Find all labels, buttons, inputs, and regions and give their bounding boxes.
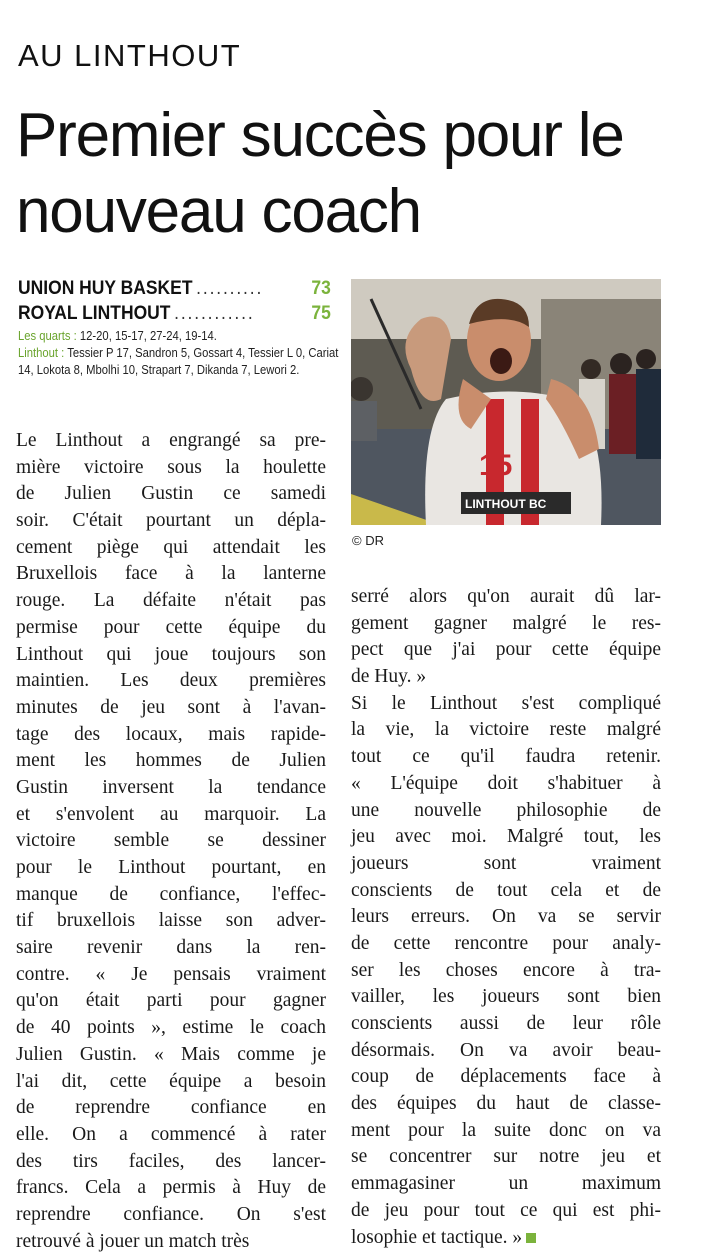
article-line: la vie, la victoire reste malgré xyxy=(351,719,661,741)
article-line: de 40 points », estime le coach xyxy=(16,1017,326,1039)
article-line: de Huy. » xyxy=(351,666,427,688)
article-line: désormais. On va avoir beau- xyxy=(351,1039,661,1061)
article-line: maintien. Les deux premières xyxy=(16,670,326,692)
article-line: des équipes du haut de classe- xyxy=(351,1093,661,1115)
article-line: victoire semble se dessiner xyxy=(16,830,326,852)
away-team: ROYAL LINTHOUT xyxy=(18,303,171,324)
article-line: retrouvé à jouer un match très xyxy=(16,1230,250,1252)
article-line: tif bruxellois laisse son adver- xyxy=(16,910,326,932)
leader-dots: .......... xyxy=(196,278,264,299)
quarters-value: 12-20, 15-17, 27-24, 19-14. xyxy=(76,329,217,343)
article-line: ment les hommes de Julien xyxy=(16,750,326,772)
article-line: l'ai dit, cette équipe a besoin xyxy=(16,1070,326,1092)
article-line: tage des locaux, mais rapide- xyxy=(16,723,326,745)
article-line: rouge. La défaite n'était pas xyxy=(16,590,326,612)
article-line: Julien Gustin. « Mais comme je xyxy=(16,1043,326,1065)
article-line: jeu avec moi. Malgré tout, les xyxy=(351,826,661,848)
article-line: gement gagner malgré le res- xyxy=(351,612,661,634)
article-line: Gustin inversent la tendance xyxy=(16,776,326,798)
article-line: de cette rencontre pour analy- xyxy=(351,932,661,954)
quarters xyxy=(18,328,338,345)
article-line: se concentrer sur notre jeu et xyxy=(351,1146,661,1168)
end-of-article-mark xyxy=(526,1233,536,1243)
article-line: saire revenir dans la ren- xyxy=(16,937,326,959)
article-line: de Julien Gustin ce samedi xyxy=(16,483,326,505)
away-points: 75 xyxy=(311,303,331,324)
article-line: de jeu pour tout ce qui est phi- xyxy=(351,1199,661,1221)
article-line: Linthout qui joue toujours son xyxy=(16,643,326,665)
article-column-2 xyxy=(351,584,661,1251)
article-line: coup de déplacements face à xyxy=(351,1066,661,1088)
article-line: manque de confiance, l'effec- xyxy=(16,883,326,905)
article-line: permise pour cette équipe du xyxy=(16,616,326,638)
jersey-number: 15 xyxy=(479,449,513,482)
article-line: soir. C'était pourtant un dépla- xyxy=(16,510,326,532)
article-line: ser les choses encore à tra- xyxy=(351,959,661,981)
article-line: serré alors qu'on aurait dû lar- xyxy=(351,586,661,607)
home-points: 73 xyxy=(311,278,331,299)
home-team: UNION HUY BASKET xyxy=(18,278,193,299)
score-box xyxy=(18,276,339,379)
article-column-1 xyxy=(16,428,326,1255)
article-line: vailler, les joueurs sont bien xyxy=(351,986,661,1008)
article-line: conscients aussi de leur rôle xyxy=(351,1013,661,1034)
leader-dots: ............ xyxy=(174,303,255,324)
article-line: Bruxellois face à la lanterne xyxy=(16,563,326,585)
player-photo xyxy=(351,279,661,525)
article-line: pour le Linthout pourtant, en xyxy=(16,857,326,878)
article-line: losophie et tactique. » xyxy=(351,1225,661,1252)
article-line: elle. On a commencé à rater xyxy=(16,1123,326,1145)
article-line: leurs erreurs. On va se servir xyxy=(351,906,661,928)
article-line: contre. « Je pensais vraiment xyxy=(16,963,326,985)
article-line: une nouvelle philosophie de xyxy=(351,799,661,821)
article-line: minutes de jeu sont à l'avan- xyxy=(16,696,326,718)
match-details xyxy=(18,328,338,379)
article-line: Le Linthout a engrangé sa pre- xyxy=(16,430,326,451)
score-line-home xyxy=(18,276,331,301)
players-label: Linthout : xyxy=(18,346,65,360)
article-line: des tirs faciles, des lancer- xyxy=(16,1150,326,1172)
article-line: reprendre confiance. On s'est xyxy=(16,1203,326,1225)
article-line: de reprendre confiance en xyxy=(16,1097,326,1119)
headline: Premier succès pour le nouveau coach xyxy=(16,101,624,246)
article-line: Si le Linthout s'est compliqué xyxy=(351,692,661,714)
article-line: francs. Cela a permis à Huy de xyxy=(16,1177,326,1199)
article-line: « L'équipe doit s'habituer à xyxy=(351,772,661,794)
article-line: ment pour la suite donc on va xyxy=(351,1119,661,1141)
article-line: conscients de tout cela et de xyxy=(351,879,661,901)
article-line: emmagasiner un maximum xyxy=(351,1173,661,1195)
article-line: tout ce qu'il faudra retenir. xyxy=(351,746,661,768)
players-value: Tessier P 17, Sandron 5, Gossart 4, Tessier L 0, Cariat 14, Lokota 8, Mbolhi 10, Strapart 7, Dikanda 7, Lewori 2. xyxy=(18,346,339,377)
section-kicker: AU LINTHOUT xyxy=(18,38,242,73)
score-line-away xyxy=(18,301,331,326)
jersey-text: LINTHOUT BC xyxy=(465,497,547,511)
article-line: mière victoire sous la houlette xyxy=(16,456,326,478)
photo-credit: © DR xyxy=(352,533,384,548)
article-line: pect que j'ai pour cette équipe xyxy=(351,639,661,661)
article-line: joueurs sont vraiment xyxy=(351,852,661,874)
article-line: et s'envolent au marquoir. La xyxy=(16,803,326,825)
article-line: qu'on était parti pour gagner xyxy=(16,990,326,1012)
article-line: cement piège qui attendait les xyxy=(16,536,326,558)
players xyxy=(18,345,338,379)
quarters-label: Les quarts : xyxy=(18,329,77,343)
